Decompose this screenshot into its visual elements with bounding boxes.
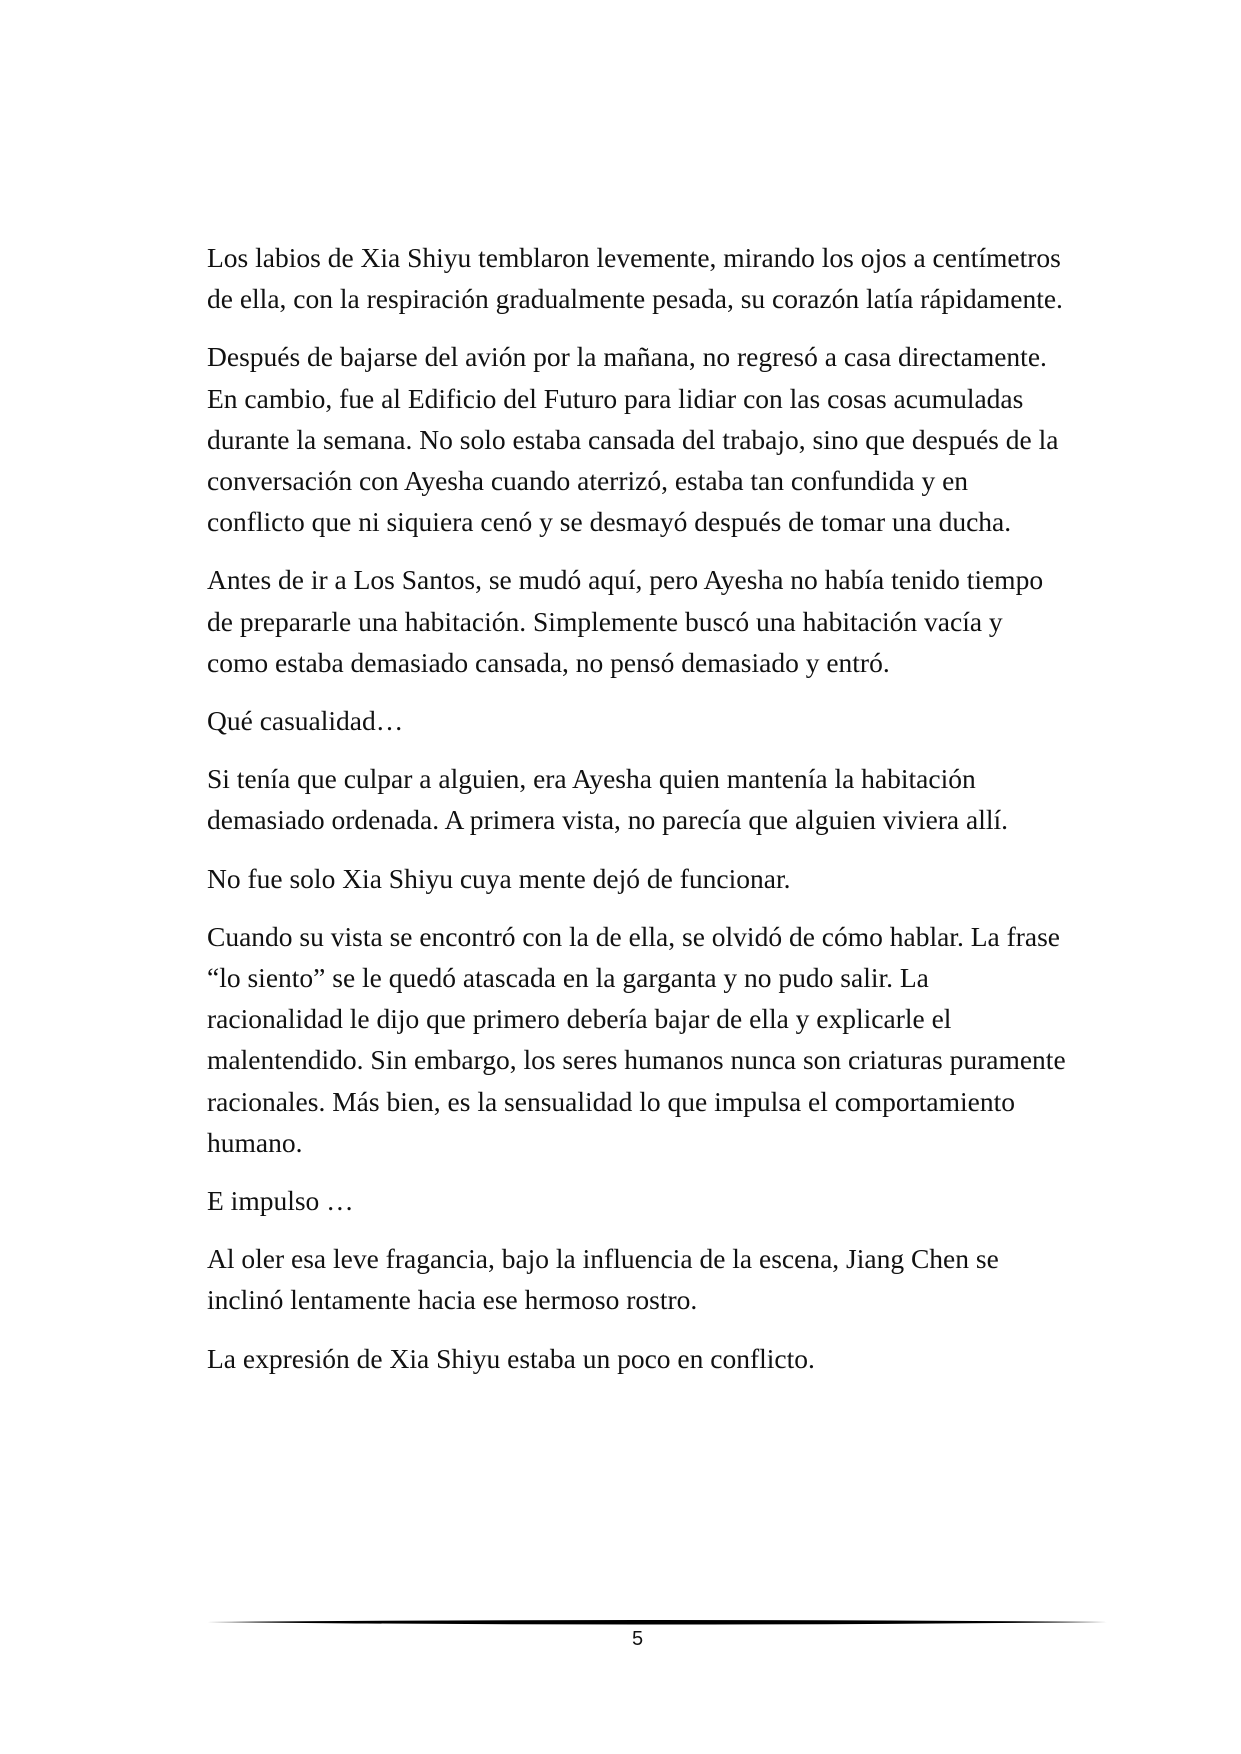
paragraph-8: E impulso … (207, 1185, 354, 1217)
paragraph-7: Cuando su vista se encontró con la de ella, se olvidó de cómo hablar. La frase “lo siento” se le quedó atascada en la garganta y no pudo salir. La racionalidad le dijo que primero debería bajar de ella y explicarle el malentendido. Sin embargo, los seres humanos nunca son criaturas puramente racionales. Más bien, es la sensualidad lo que impulsa el comportamiento humano. (207, 920, 1066, 1158)
paragraph-3: Antes de ir a Los Santos, se mudó aquí, pero Ayesha no había tenido tiempo de prepararle una habitación. Simplemente buscó una habitación vacía y como estaba demasiado cansada, no pensó demasiado y entró. (207, 564, 1044, 678)
paragraph-6: No fue solo Xia Shiyu cuya mente dejó de funcionar. (207, 862, 791, 894)
paragraph-4: Qué casualidad… (207, 705, 404, 737)
footer-divider (207, 1615, 1107, 1629)
paragraph-2: Después de bajarse del avión por la mañana, no regresó a casa directamente. En cambio, fue al Edificio del Futuro para lidiar con las cosas acumuladas durante la semana. No solo estaba cansada del trabajo, sino que después de la conversación con Ayesha cuando aterrizó, estaba tan confundida y en conflicto que ni siquiera cenó y se desmayó después de tomar una ducha. (207, 341, 1059, 538)
paragraph-1: Los labios de Xia Shiyu temblaron levemente, mirando los ojos a centímetros de ella, con la respiración gradualmente pesada, su corazón latía rápidamente. (207, 242, 1063, 315)
paragraph-10: La expresión de Xia Shiyu estaba un poco en conflicto. (207, 1342, 815, 1374)
paragraph-9: Al oler esa leve fragancia, bajo la influencia de la escena, Jiang Chen se inclinó lentamente hacia ese hermoso rostro. (207, 1243, 999, 1316)
body-text (207, 237, 1067, 1396)
page-number: 5 (631, 1628, 644, 1650)
paragraph-5: Si tenía que culpar a alguien, era Ayesha quien mantenía la habitación demasiado ordenada. A primera vista, no parecía que alguien viviera allí. (207, 763, 1009, 836)
